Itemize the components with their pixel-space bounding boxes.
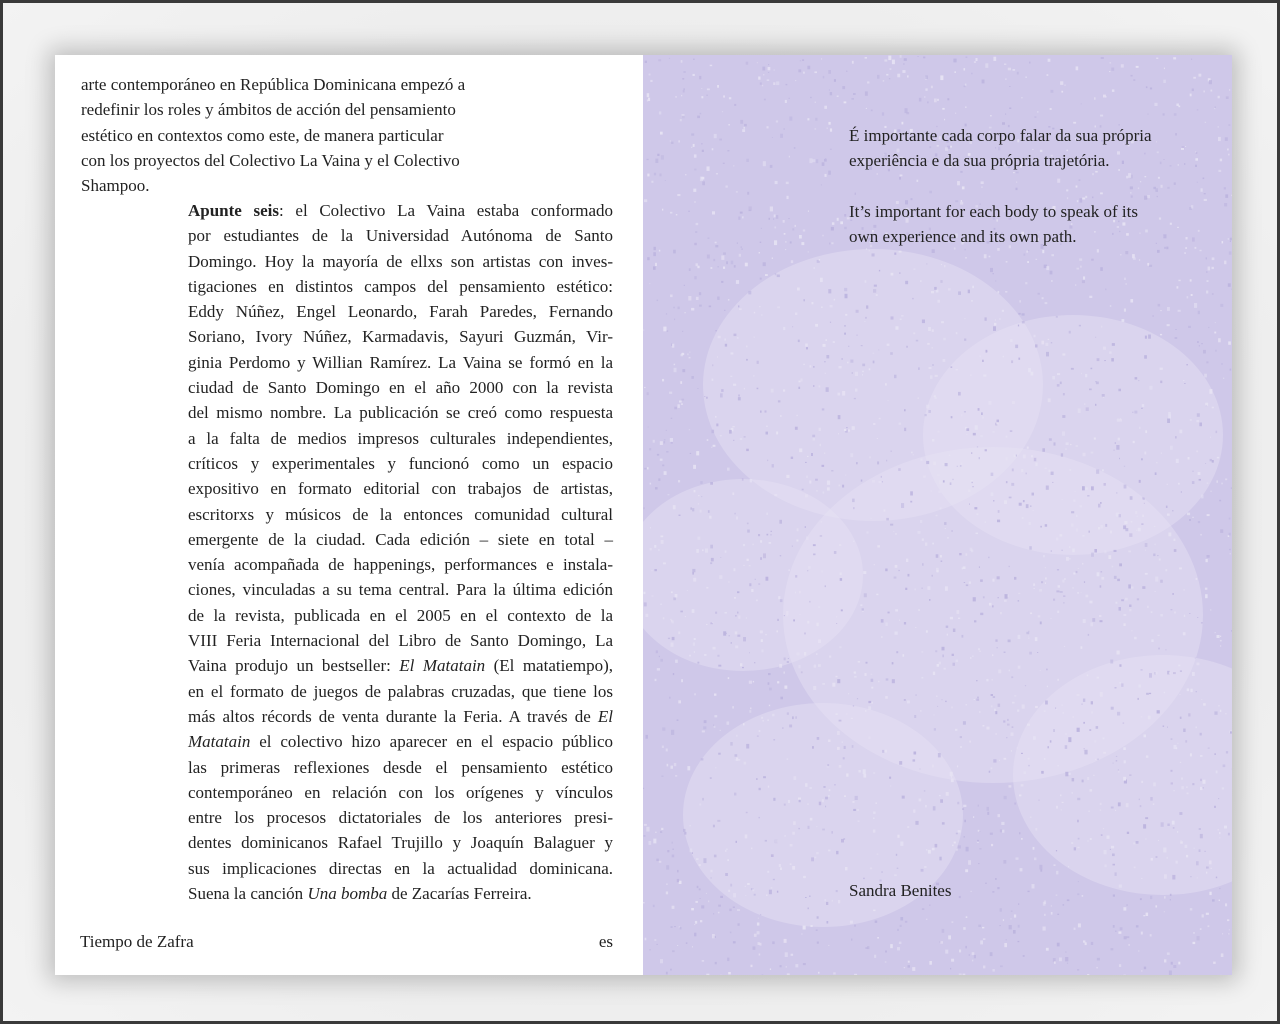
text-line: estético en contextos como este, de manera particular [81, 125, 444, 145]
note-paragraph [188, 198, 613, 906]
text-line: con los proyectos del Colectivo La Vaina y el Colectivo [81, 150, 460, 170]
text-line: Apunte seis: el Colectivo La Vaina estaba conformado [188, 201, 613, 220]
text-line: escritorxs y músicos de la entonces comunidad cultural [188, 504, 613, 524]
text-line: en el formato de juegos de palabras cruzadas, que tiene los [188, 681, 613, 701]
text-line: Vaina produjo un bestseller: El Matatain (El matatiempo), [188, 656, 613, 676]
text-line: del mismo nombre. La publicación se creó como respuesta [188, 403, 613, 423]
note-heading: Apunte seis [188, 201, 280, 220]
text-line: arte contemporáneo en República Dominicana empezó a [81, 75, 466, 94]
left-page [55, 55, 643, 975]
text-line: ciones, vinculadas a su tema central. Para la última edición [188, 580, 613, 600]
text-line: emergente de la ciudad. Cada edición – siete en total – [188, 529, 613, 549]
text-line: sus implicaciones directas en la actualidad dominicana. [188, 858, 613, 878]
intro-paragraph [81, 72, 465, 198]
text-line: Domingo. Hoy la mayoría de ellxs son artistas con inves- [188, 251, 613, 271]
text-line: por estudiantes de la Universidad Autónoma de Santo [188, 226, 613, 246]
book-spread [55, 55, 1232, 975]
text-line: de la revista, publicada en el 2005 en el contexto de la [188, 605, 613, 625]
text-line: contemporáneo en relación con los orígenes y vínculos [188, 782, 613, 802]
text-line: own experience and its own path. [849, 226, 1077, 246]
text-line: redefinir los roles y ámbitos de acción del pensamiento [81, 100, 456, 120]
quote-portuguese [849, 123, 1209, 174]
running-footer-language: es [598, 932, 613, 951]
running-footer-title: Tiempo de Zafra [80, 932, 194, 951]
text-line: Suena la canción Una bomba de Zacarías Ferreira. [188, 884, 532, 904]
text-line: más altos récords de venta durante la Feria. A través de El [188, 706, 613, 726]
text-line: É importante cada corpo falar da sua própria [849, 126, 1152, 145]
quote-english [849, 199, 1209, 250]
text-line: It’s important for each body to speak of its [849, 201, 1138, 221]
text-line: a la falta de medios impresos culturales independientes, [188, 428, 613, 448]
text-line: críticos y experimentales y funcionó como un espacio [188, 453, 613, 473]
right-page [643, 55, 1232, 975]
text-line: venía acompañada de happenings, performances e instala- [188, 555, 613, 575]
text-line: Matatain el colectivo hizo aparecer en el espacio público [188, 732, 613, 752]
text-line: VIII Feria Internacional del Libro de Santo Domingo, La [188, 631, 613, 651]
text-line: entre los procesos dictatoriales de los anteriores presi- [188, 808, 613, 828]
text-line: Soriano, Ivory Núñez, Karmadavis, Sayuri Guzmán, Vir- [188, 327, 613, 347]
text-line: Shampoo. [81, 176, 150, 196]
text-line: las primeras reflexiones desde el pensamiento estético [188, 757, 613, 777]
text-line: experiência e da sua própria trajetória. [849, 151, 1110, 171]
text-line: Eddy Núñez, Engel Leonardo, Farah Paredes, Fernando [188, 302, 613, 322]
text-line: expositivo en formato editorial con trabajos de artistas, [188, 479, 613, 499]
text-line: ciudad de Santo Domingo en el año 2000 con la revista [188, 378, 613, 398]
text-line: tigaciones en distintos campos del pensamiento estético: [188, 276, 613, 296]
text-line: dentes dominicanos Rafael Trujillo y Joaquín Balaguer y [188, 833, 613, 853]
text-line: ginia Perdomo y Willian Ramírez. La Vaina se formó en la [188, 352, 613, 372]
quote-author: Sandra Benites [849, 881, 952, 900]
epigraph-quote [849, 123, 1209, 274]
